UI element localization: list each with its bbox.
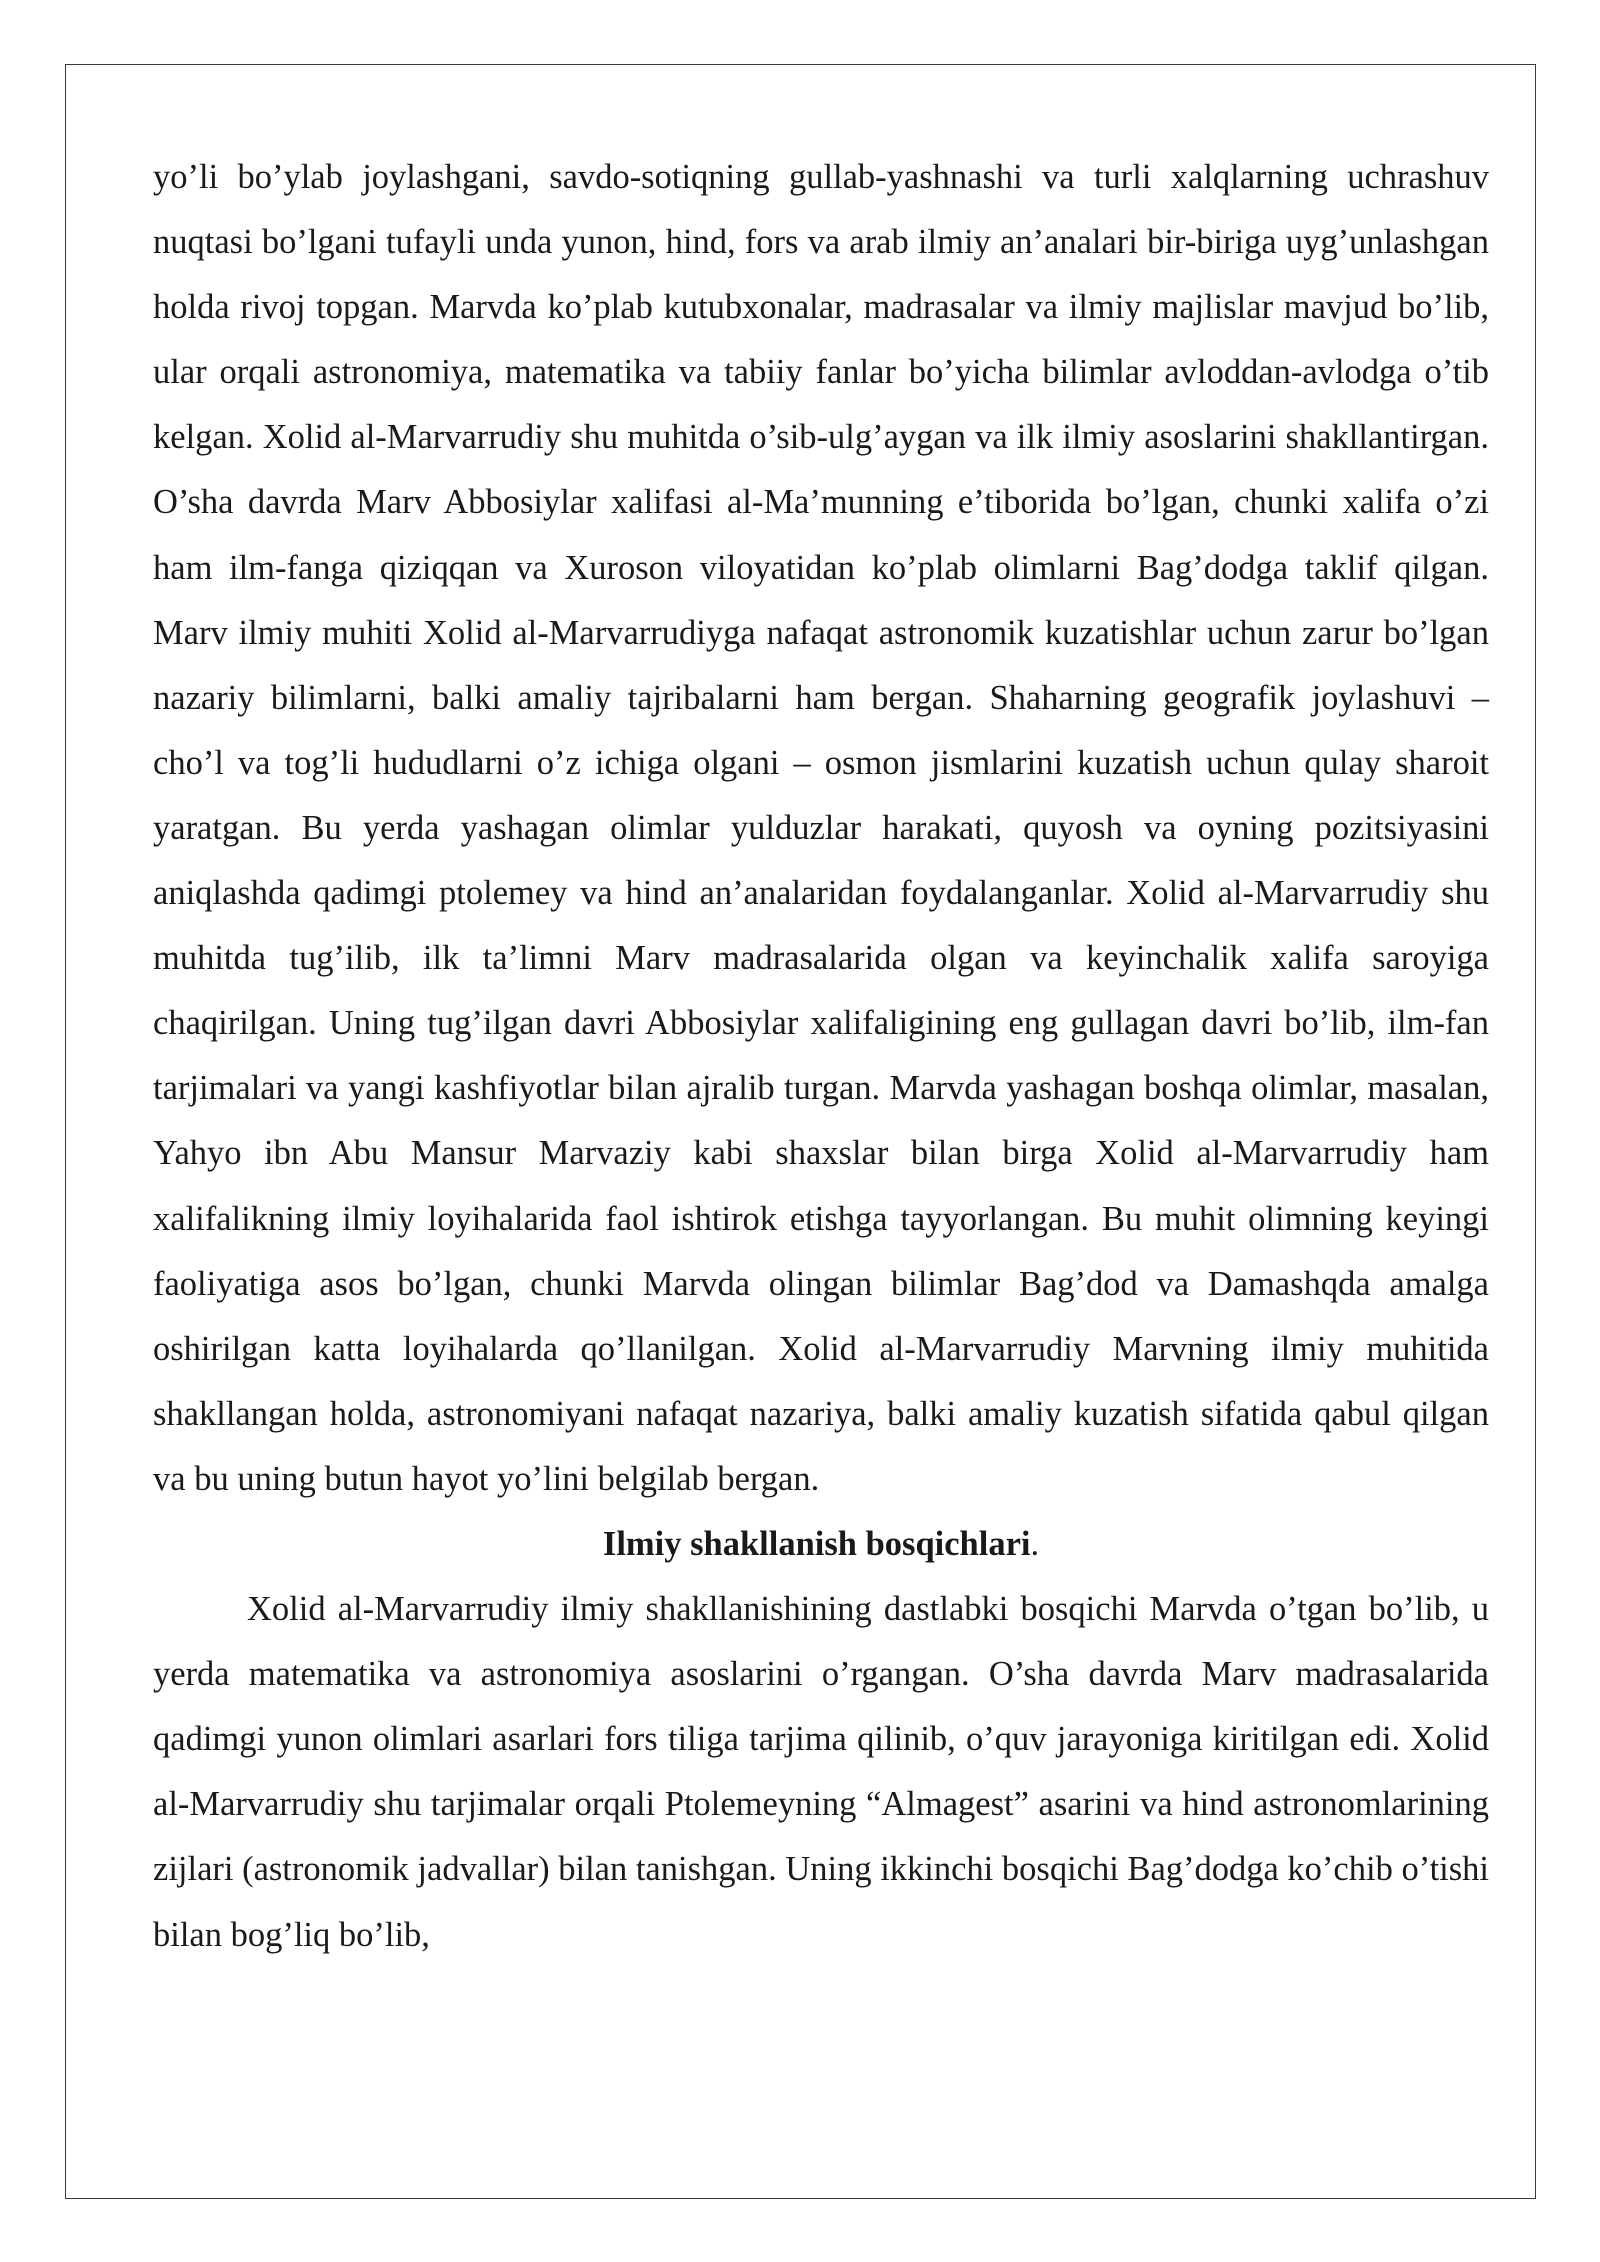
section-heading bbox=[153, 1512, 1489, 1577]
section-heading-text: Ilmiy shakllanish bosqichlari bbox=[602, 1524, 1031, 1563]
section-heading-period: . bbox=[1030, 1524, 1040, 1563]
document-body bbox=[153, 145, 1489, 1968]
paragraph-scientific-stages: Xolid al-Marvarrudiy ilmiy shakllanishining dastlabki bosqichi Marvda o’tgan bo’lib, u yerda matematika va astronomiya asoslarini o’rgangan. O’sha davrda Marv madrasalarida qadimgi yunon olimlari asarlari fors tiliga tarjima qilinib, o’quv jarayoniga kiritilgan edi. Xolid al-Marvarrudiy shu tarjimalar orqali Ptolemeyning “Almagest” asarini va hind astronomlarining zijlari (astronomik jadvallar) bilan tanishgan. Uning ikkinchi bosqichi Bag’dodga ko’chib o’tishi bilan bog’liq bo’lib, bbox=[153, 1590, 1489, 1954]
paragraph-marv-environment: yo’li bo’ylab joylashgani, savdo-sotiqning gullab-yashnashi va turli xalqlarning uchrashuv nuqtasi bo’lgani tufayli unda yunon, hind, fors va arab ilmiy an’analari bir-biriga uyg’unlashgan holda rivoj topgan. Marvda ko’plab kutubxonalar, madrasalar va ilmiy majlislar mavjud bo’lib, ular orqali astronomiya, matematika va tabiiy fanlar bo’yicha bilimlar avloddan-avlodga o’tib kelgan. Xolid al-Marvarrudiy shu muhitda o’sib-ulg’aygan va ilk ilmiy asoslarini shakllantirgan. O’sha davrda Marv Abbosiylar xalifasi al-Ma’munning e’tiborida bo’lgan, chunki xalifa o’zi ham ilm-fanga qiziqqan va Xuroson viloyatidan ko’plab olimlarni Bag’dodga taklif qilgan. Marv ilmiy muhiti Xolid al-Marvarrudiyga nafaqat astronomik kuzatishlar uchun zarur bo’lgan nazariy bilimlarni, balki amaliy tajribalarni ham bergan. Shaharning geografik joylashuvi – cho’l va tog’li hududlarni o’z ichiga olgani – osmon jismlarini kuzatish uchun qulay sharoit yaratgan. Bu yerda yashagan olimlar yulduzlar harakati, quyosh va oyning pozitsiyasini aniqlashda qadimgi ptolemey va hind an’analaridan foydalanganlar. Xolid al-Marvarrudiy shu muhitda tug’ilib, ilk ta’limni Marv madrasalarida olgan va keyinchalik xalifa saroyiga chaqirilgan. Uning tug’ilgan davri Abbosiylar xalifaligining eng gullagan davri bo’lib, ilm-fan tarjimalari va yangi kashfiyotlar bilan ajralib turgan. Marvda yashagan boshqa olimlar, masalan, Yahyo ibn Abu Mansur Marvaziy kabi shaxslar bilan birga Xolid al-Marvarrudiy ham xalifalikning ilmiy loyihalarida faol ishtirok etishga tayyorlangan. Bu muhit olimning keyingi faoliyatiga asos bo’lgan, chunki Marvda olingan bilimlar Bag’dod va Damashqda amalga oshirilgan katta loyihalarda qo’llanilgan. Xolid al-Marvarrudiy Marvning ilmiy muhitida shakllangan holda, astronomiyani nafaqat nazariya, balki amaliy kuzatish sifatida qabul qilgan va bu uning butun hayot yo’lini belgilab bergan. bbox=[153, 158, 1489, 1498]
